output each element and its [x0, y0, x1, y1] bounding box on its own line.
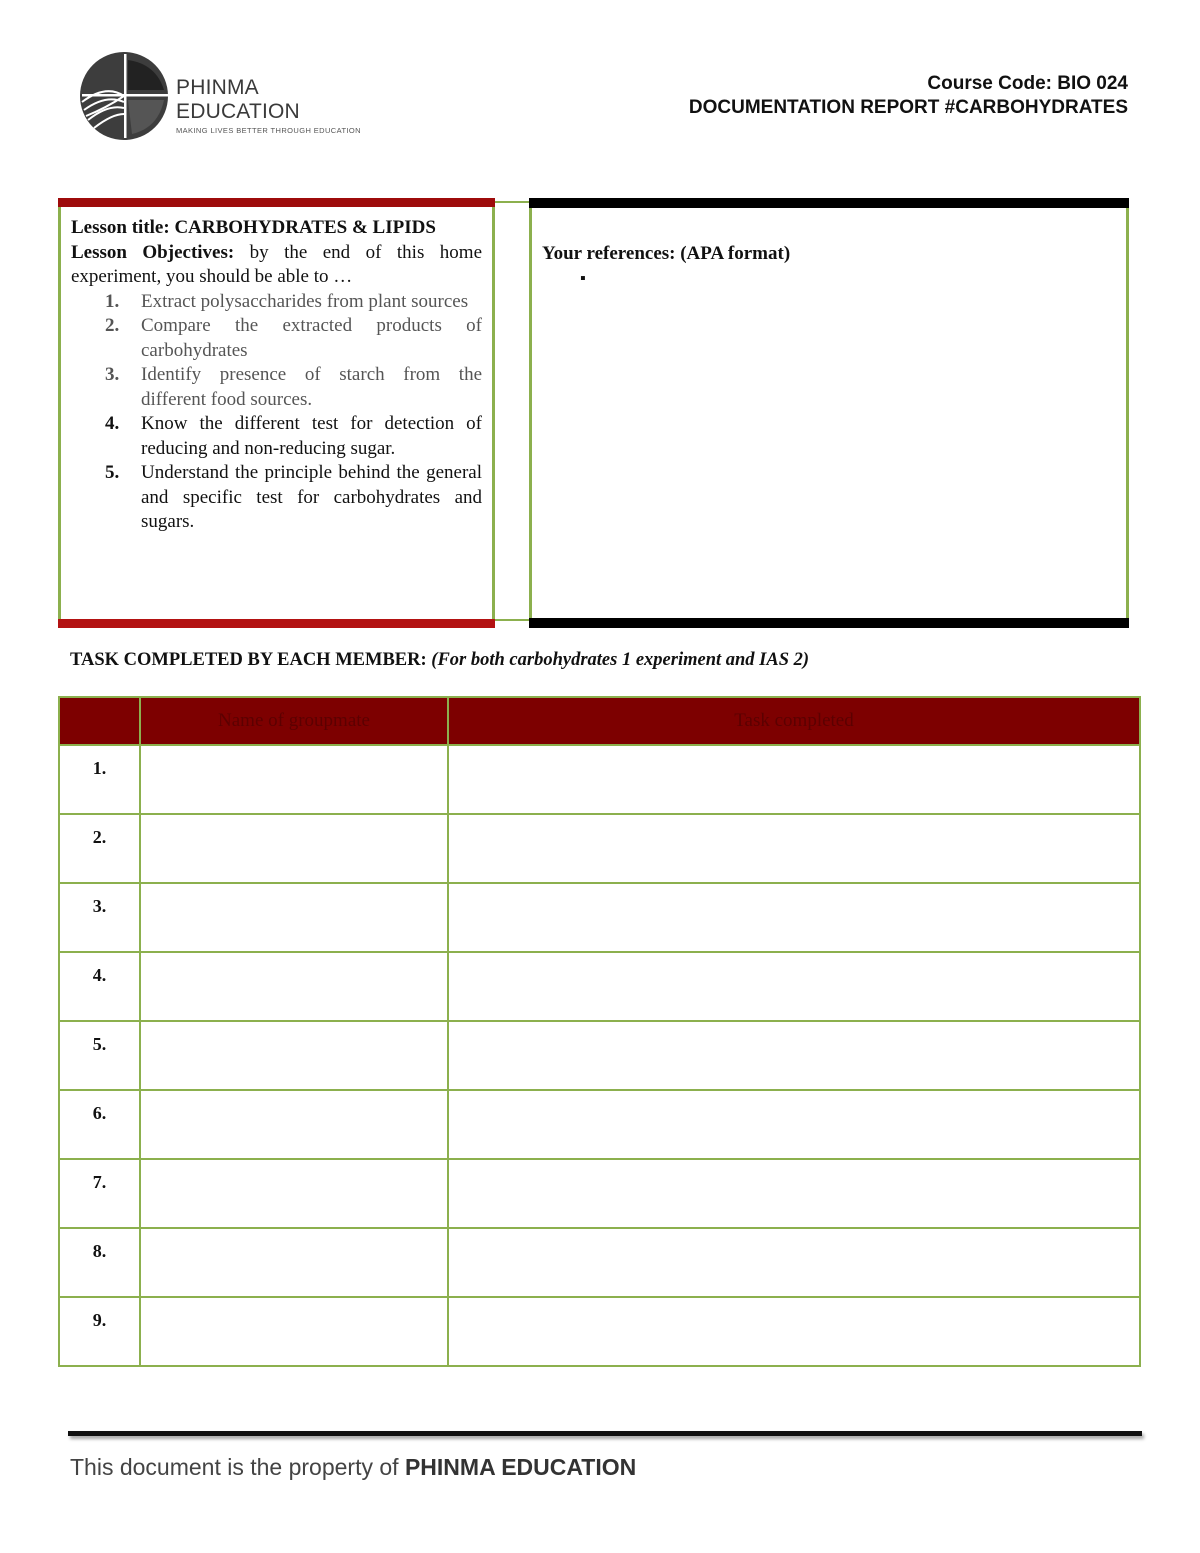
row-number: 1. [59, 745, 140, 814]
lesson-content [71, 216, 482, 535]
header-task-completed: Task completed [448, 697, 1140, 745]
task-heading-note: (For both carbohydrates 1 experiment and IAS 2) [431, 650, 810, 670]
groupmate-name-cell[interactable] [140, 1090, 448, 1159]
groupmate-name-cell[interactable] [140, 1021, 448, 1090]
logo-tagline: MAKING LIVES BETTER THROUGH EDUCATION [176, 126, 361, 135]
table-row [59, 1159, 1140, 1228]
objective-item [71, 314, 482, 363]
groupmate-name-cell[interactable] [140, 745, 448, 814]
objective-number: 1. [105, 290, 120, 312]
objective-number: 4. [105, 413, 120, 434]
row-number: 6. [59, 1090, 140, 1159]
lesson-objectives-intro [71, 241, 482, 290]
objective-number: 3. [105, 364, 120, 385]
references-box-bottom-bar [529, 618, 1129, 628]
task-completed-cell[interactable] [448, 1297, 1140, 1366]
table-row [59, 883, 1140, 952]
references-box [529, 198, 1129, 628]
objective-text: Compare the extracted products of carbohydrates [141, 315, 482, 361]
lesson-box [58, 198, 495, 628]
task-completed-cell[interactable] [448, 1228, 1140, 1297]
table-row [59, 1228, 1140, 1297]
lesson-box-top-bar [58, 198, 495, 207]
references-bullet: ▪ [580, 270, 586, 287]
table-header-row [59, 697, 1140, 745]
groupmate-name-cell[interactable] [140, 1297, 448, 1366]
row-number: 3. [59, 883, 140, 952]
header-number [59, 697, 140, 745]
objective-item [71, 461, 482, 535]
logo-name: PHINMA EDUCATION [176, 76, 300, 123]
report-title: DOCUMENTATION REPORT #CARBOHYDRATES [688, 97, 1128, 118]
course-code: Course Code: BIO 024 [927, 73, 1128, 94]
row-number: 5. [59, 1021, 140, 1090]
lesson-title-value: CARBOHYDRATES & LIPIDS [174, 217, 436, 238]
header-groupmate-name: Name of groupmate [140, 697, 448, 745]
groupmate-name-cell[interactable] [140, 1159, 448, 1228]
objective-item [71, 412, 482, 461]
lesson-title [71, 216, 482, 241]
footer [70, 1454, 636, 1481]
groupmate-name-cell[interactable] [140, 952, 448, 1021]
objectives-list [71, 290, 482, 535]
references-title: Your references: (APA format) [542, 243, 791, 264]
table-row [59, 1297, 1140, 1366]
table-row [59, 952, 1140, 1021]
objectives-intro-text: by the end of this home experiment, you should be able to … [71, 241, 483, 287]
objective-number: 5. [105, 462, 120, 483]
objective-text: Understand the principle behind the general and specific test for carbohydrates and sugars. [141, 462, 482, 532]
globe-logo-icon [76, 50, 172, 142]
table-row [59, 1090, 1140, 1159]
box-connector [495, 201, 529, 621]
footer-text: This document is the property of [70, 1454, 399, 1480]
row-number: 9. [59, 1297, 140, 1366]
task-heading-label: TASK COMPLETED BY EACH MEMBER: [70, 650, 427, 670]
task-completed-cell[interactable] [448, 1159, 1140, 1228]
header-info [689, 72, 1128, 120]
objective-number: 2. [105, 315, 120, 336]
footer-rule [68, 1431, 1142, 1436]
references-box-top-bar [529, 198, 1129, 208]
table-row [59, 745, 1140, 814]
task-completed-cell[interactable] [448, 883, 1140, 952]
table-row [59, 814, 1140, 883]
objectives-label: Lesson Objectives: [71, 241, 235, 263]
objective-text: Know the different test for detection of reducing and non-reducing sugar. [141, 413, 482, 459]
row-number: 4. [59, 952, 140, 1021]
task-completed-cell[interactable] [448, 814, 1140, 883]
groupmate-name-cell[interactable] [140, 814, 448, 883]
row-number: 2. [59, 814, 140, 883]
task-completed-cell[interactable] [448, 1090, 1140, 1159]
groupmate-name-cell[interactable] [140, 1228, 448, 1297]
task-heading [70, 650, 809, 671]
objective-text: Extract polysaccharides from plant sources [141, 290, 469, 312]
task-completed-cell[interactable] [448, 745, 1140, 814]
row-number: 8. [59, 1228, 140, 1297]
lesson-title-label: Lesson title: [71, 217, 170, 238]
table-row [59, 1021, 1140, 1090]
objective-item [71, 290, 482, 315]
task-completed-cell[interactable] [448, 952, 1140, 1021]
objective-text: Identify presence of starch from the different food sources. [141, 364, 482, 410]
footer-brand: PHINMA EDUCATION [404, 1454, 637, 1480]
objective-item [71, 363, 482, 412]
members-table [58, 696, 1141, 1367]
phinma-logo [76, 50, 376, 142]
task-completed-cell[interactable] [448, 1021, 1140, 1090]
row-number: 7. [59, 1159, 140, 1228]
groupmate-name-cell[interactable] [140, 883, 448, 952]
lesson-box-bottom-bar [58, 619, 495, 628]
